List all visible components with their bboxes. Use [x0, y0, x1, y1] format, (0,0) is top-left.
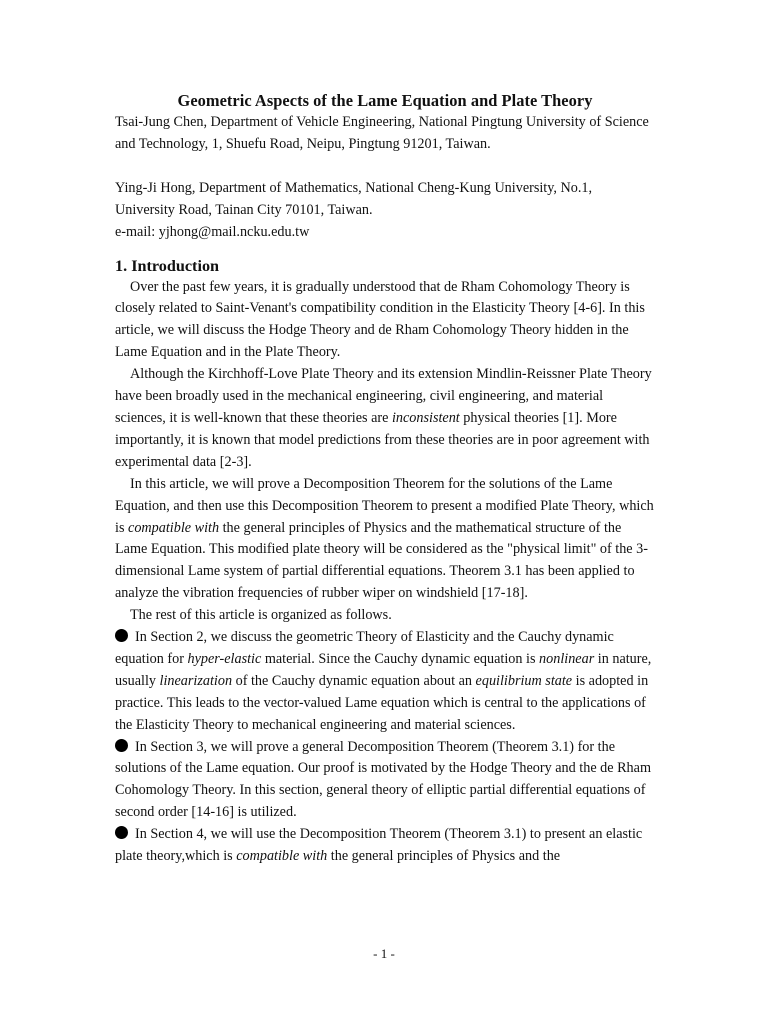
bullet-icon: [115, 629, 128, 642]
emphasis-text: hyper-elastic: [187, 650, 262, 667]
text-run: of the Cauchy dynamic equation about an: [232, 672, 476, 689]
intro-paragraph-2: [115, 364, 655, 474]
emphasis-text: compatible with: [236, 848, 328, 865]
text-run: In Section 3, we will prove a general Decomposition Theorem (Theorem 3.1) for the solutions of the Lame equation. Our proof is motivated by the Hodge Theory and the de Rham Cohomology Theory. In this section, general theory of elliptic partial differential equations of second order [14-16] is utilized.: [115, 738, 651, 821]
paper-title: Geometric Aspects of the Lame Equation and Plate Theory: [177, 91, 593, 110]
spacer: [115, 156, 655, 178]
text-run: Although the Kirchhoff-Love Plate Theory and its extension Mindlin-Reissner Plate Theory have been broadly used in the mechanical engineering, civil engineering, and material sciences, it is well-known that these theories are: [115, 366, 652, 426]
emphasis-text: nonlinear: [539, 650, 595, 667]
text-run: In Section 2, we discuss the geometric Theory of Elasticity and the Cauchy dynamic equation for: [115, 629, 614, 667]
author-2-affiliation: Ying-Ji Hong, Department of Mathematics, National Cheng-Kung University, No.1, University Road, Tainan City 70101, Taiwan.: [115, 179, 593, 218]
text-run: In this article, we will prove a Decomposition Theorem for the solutions of the Lame Equation, and then use this Decomposition Theorem to present a modified Plate Theory, which is: [115, 475, 654, 536]
bullet-item-section-2: [115, 627, 655, 737]
emphasis-text: compatible with: [128, 519, 220, 536]
intro-paragraph-4: The rest of this article is organized as follows.: [130, 607, 392, 624]
text-run: In Section 4, we will use the Decomposition Theorem (Theorem 3.1) to present an elastic plate theory,which is: [115, 826, 643, 865]
text-run: is adopted in practice. This leads to the vector-valued Lame equation which is central to the applications of the Elasticity Theory to mechanical engineering and material sciences.: [115, 672, 649, 733]
page-number: - 1 -: [373, 946, 395, 961]
text-run: the general principles of Physics and the: [327, 848, 561, 865]
text-run: material. Since the Cauchy dynamic equation is: [261, 650, 540, 667]
bullet-icon: [115, 826, 128, 839]
emphasis-text: equilibrium state: [475, 672, 573, 689]
text-run: the general principles of Physics and the mathematical structure of the Lame Equation. This modified plate theory will be considered as the "physical limit" of the 3-dimensional Lame system of partial differential equations. Theorem 3.1 has been applied to analyze the vibration frequencies of rubber wiper on windshield [17-18].: [115, 519, 648, 602]
bullet-icon: [115, 739, 128, 752]
document-body: [115, 90, 655, 868]
emphasis-text: linearization: [159, 672, 233, 689]
intro-paragraph-1: Over the past few years, it is gradually understood that de Rham Cohomology Theory is closely related to Saint-Venant's compatibility condition in the Elasticity Theory [4-6]. In this article, we will discuss the Hodge Theory and de Rham Cohomology Theory hidden in the Lame Equation and in the Plate Theory.: [115, 278, 645, 361]
bullet-item-section-3: [115, 737, 655, 825]
author-1-affiliation: Tsai-Jung Chen, Department of Vehicle Engineering, National Pingtung University of Science and Technology, 1, Shuefu Road, Neipu, Pingtung 91201, Taiwan.: [115, 114, 649, 152]
emphasis-text: inconsistent: [391, 409, 460, 426]
text-run: physical theories [1]. More importantly, it is known that model predictions from these theories are in poor agreement with experimental data [2-3].: [115, 409, 650, 470]
text-run: in nature, usually: [115, 650, 652, 689]
contact-email: e-mail: yjhong@mail.ncku.edu.tw: [115, 223, 310, 240]
bullet-item-section-4: [115, 824, 655, 868]
intro-paragraph-3: [115, 474, 655, 605]
section-heading-introduction: 1. Introduction: [115, 256, 220, 275]
